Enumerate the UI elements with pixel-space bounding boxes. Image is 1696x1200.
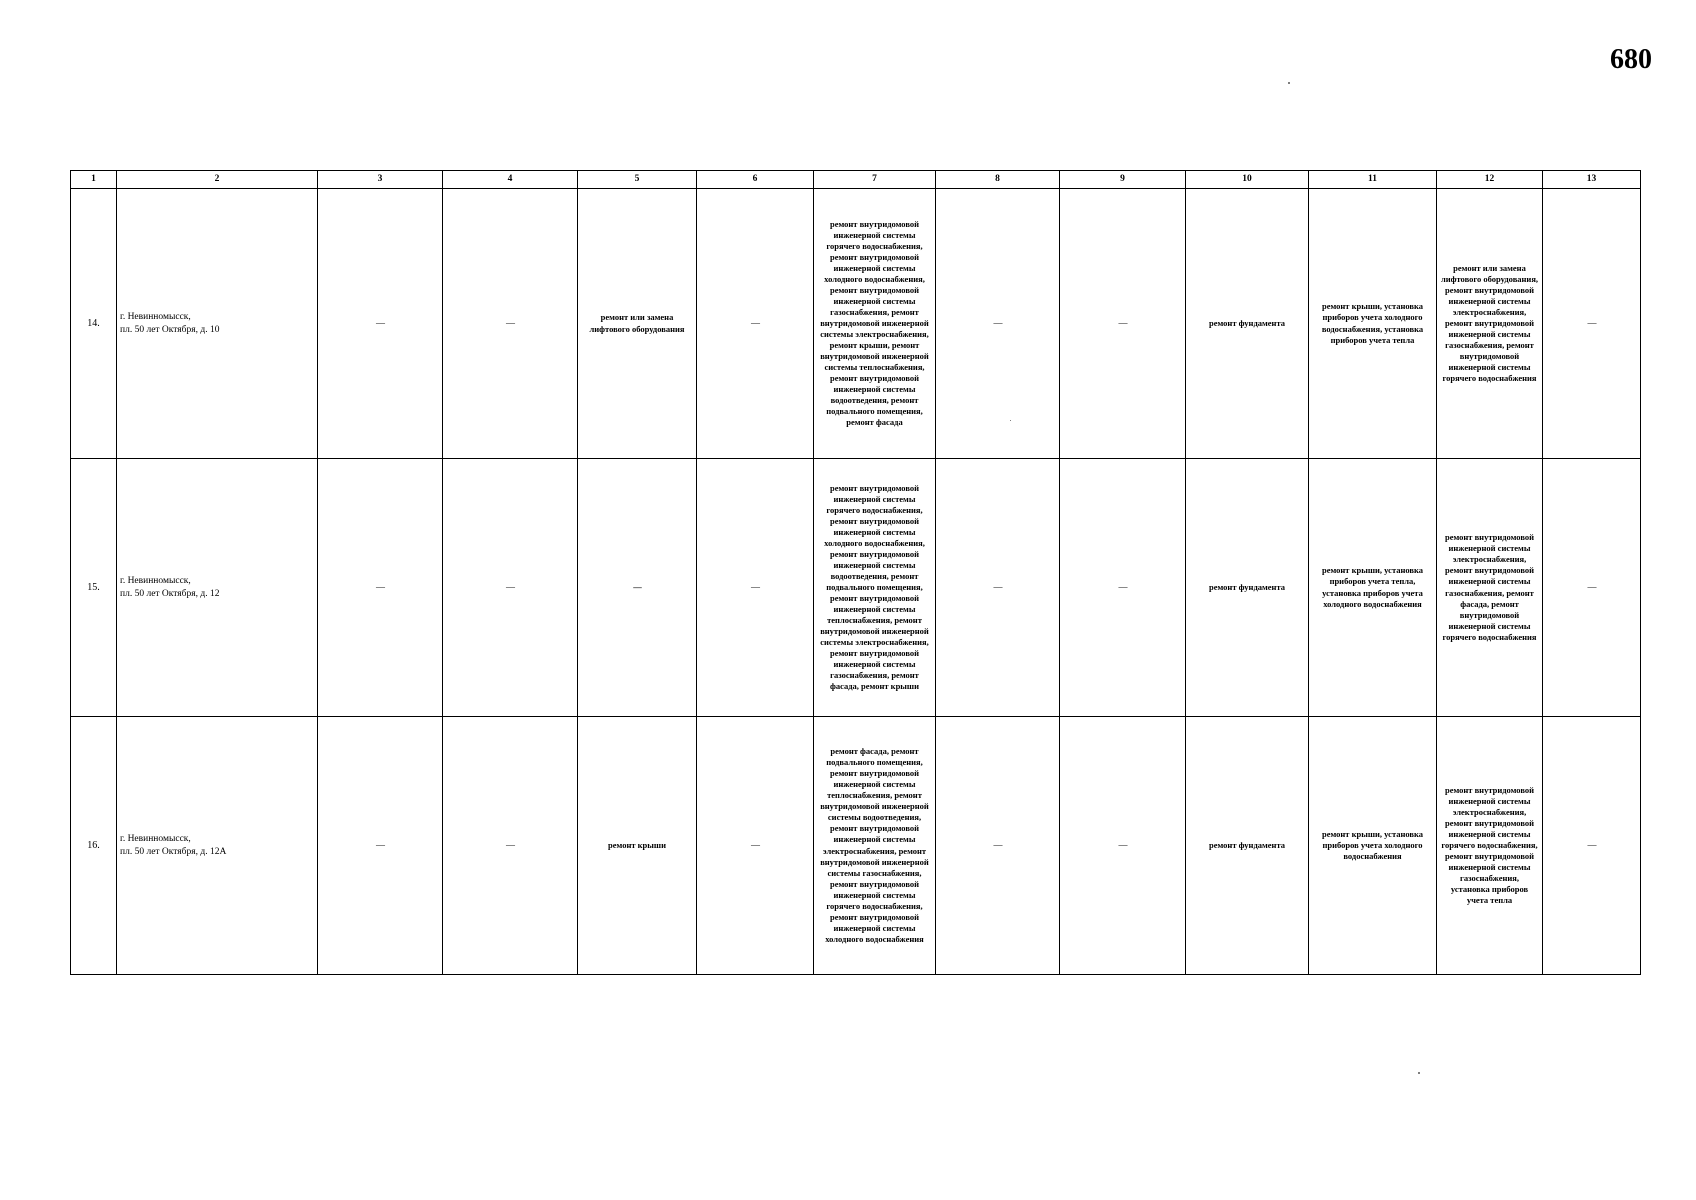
table-row (71, 459, 1641, 717)
column-header: 11 (1309, 171, 1437, 189)
empty-dash: — (443, 717, 578, 975)
table-row (71, 189, 1641, 459)
empty-dash: — (936, 459, 1060, 717)
work-list-cell: ремонт внутридомовой инженерной системы электроснабжения, ремонт внутридомовой инженерной системы горячего водоснабжения, ремонт внутридомовой инженерной системы газоснабжения, установка приборов учета тепла (1437, 717, 1543, 975)
column-header: 4 (443, 171, 578, 189)
column-header: 13 (1543, 171, 1641, 189)
empty-dash: — (697, 189, 814, 459)
work-list-cell: ремонт внутридомовой инженерной системы горячего водоснабжения, ремонт внутридомовой инженерной системы холодного водоснабжения, ремонт внутридомовой инженерной системы водоотведения, ремонт подвального помещения, ремонт внутридомовой инженерной системы теплоснабжения, ремонт внутридомовой инженерной системы электроснабжения, ремонт внутридомовой инженерной системы газоснабжения, ремонт фасада, ремонт крыши (814, 459, 936, 717)
empty-dash: — (697, 459, 814, 717)
work-cell: ремонт крыши (578, 717, 697, 975)
address-cell: г. Невинномысск, пл. 50 лет Октября, д. 12 (117, 459, 318, 717)
empty-dash: — (936, 717, 1060, 975)
work-list-cell: ремонт или замена лифтового оборудования, ремонт внутридомовой инженерной системы электроснабжения, ремонт внутридомовой инженерной системы газоснабжения, ремонт внутридомовой инженерной системы горячего водоснабжения (1437, 189, 1543, 459)
empty-dash: — (443, 189, 578, 459)
work-list-cell: ремонт фасада, ремонт подвального помещения, ремонт внутридомовой инженерной системы теплоснабжения, ремонт внутридомовой инженерной системы водоотведения, ремонт внутридомовой инженерной системы электроснабжения, ремонт внутридомовой инженерной системы газоснабжения, ремонт внутридомовой инженерной системы горячего водоснабжения, ремонт внутридомовой инженерной системы холодного водоснабжения (814, 717, 936, 975)
work-list-cell: ремонт внутридомовой инженерной системы горячего водоснабжения, ремонт внутридомовой инженерной системы холодного водоснабжения, ремонт внутридомовой инженерной системы газоснабжения, ремонт внутридомовой инженерной системы электроснабжения, ремонт крыши, ремонт внутридомовой инженерной системы теплоснабжения, ремонт внутридомовой инженерной системы водоотведения, ремонт подвального помещения, ремонт фасада (814, 189, 936, 459)
repair-schedule-table (70, 170, 1641, 975)
row-number: 15. (71, 459, 117, 717)
empty-dash: — (1060, 717, 1186, 975)
column-header: 7 (814, 171, 936, 189)
column-header: 10 (1186, 171, 1309, 189)
work-cell: ремонт крыши, установка приборов учета холодного водоснабжения, установка приборов учета тепла (1309, 189, 1437, 459)
empty-dash: — (318, 459, 443, 717)
column-header: 8 (936, 171, 1060, 189)
column-header: 2 (117, 171, 318, 189)
empty-dash: — (443, 459, 578, 717)
column-header: 1 (71, 171, 117, 189)
empty-dash: — (697, 717, 814, 975)
work-cell: ремонт фундамента (1186, 717, 1309, 975)
scan-speck (1418, 1072, 1420, 1074)
empty-dash: — (578, 459, 697, 717)
empty-dash: — (318, 717, 443, 975)
column-number-row (71, 171, 1641, 189)
empty-dash: — (1060, 459, 1186, 717)
empty-dash: — (1543, 717, 1641, 975)
column-header: 12 (1437, 171, 1543, 189)
empty-dash: — (318, 189, 443, 459)
column-header: 3 (318, 171, 443, 189)
empty-dash: — (936, 189, 1060, 459)
work-cell: ремонт фундамента (1186, 459, 1309, 717)
work-cell: ремонт или замена лифтового оборудования (578, 189, 697, 459)
work-cell: ремонт фундамента (1186, 189, 1309, 459)
work-cell: ремонт крыши, установка приборов учета холодного водоснабжения (1309, 717, 1437, 975)
column-header: 5 (578, 171, 697, 189)
table-row (71, 717, 1641, 975)
address-cell: г. Невинномысск, пл. 50 лет Октября, д. 10 (117, 189, 318, 459)
empty-dash: — (1543, 189, 1641, 459)
scan-speck (1288, 82, 1290, 84)
empty-dash: — (1060, 189, 1186, 459)
address-cell: г. Невинномысск, пл. 50 лет Октября, д. 12А (117, 717, 318, 975)
page-number: 680 (1610, 44, 1652, 75)
work-cell: ремонт крыши, установка приборов учета тепла, установка приборов учета холодного водоснабжения (1309, 459, 1437, 717)
work-list-cell: ремонт внутридомовой инженерной системы электроснабжения, ремонт внутридомовой инженерной системы газоснабжения, ремонт фасада, ремонт внутридомовой инженерной системы горячего водоснабжения (1437, 459, 1543, 717)
row-number: 14. (71, 189, 117, 459)
empty-dash: — (1543, 459, 1641, 717)
column-header: 9 (1060, 171, 1186, 189)
row-number: 16. (71, 717, 117, 975)
column-header: 6 (697, 171, 814, 189)
